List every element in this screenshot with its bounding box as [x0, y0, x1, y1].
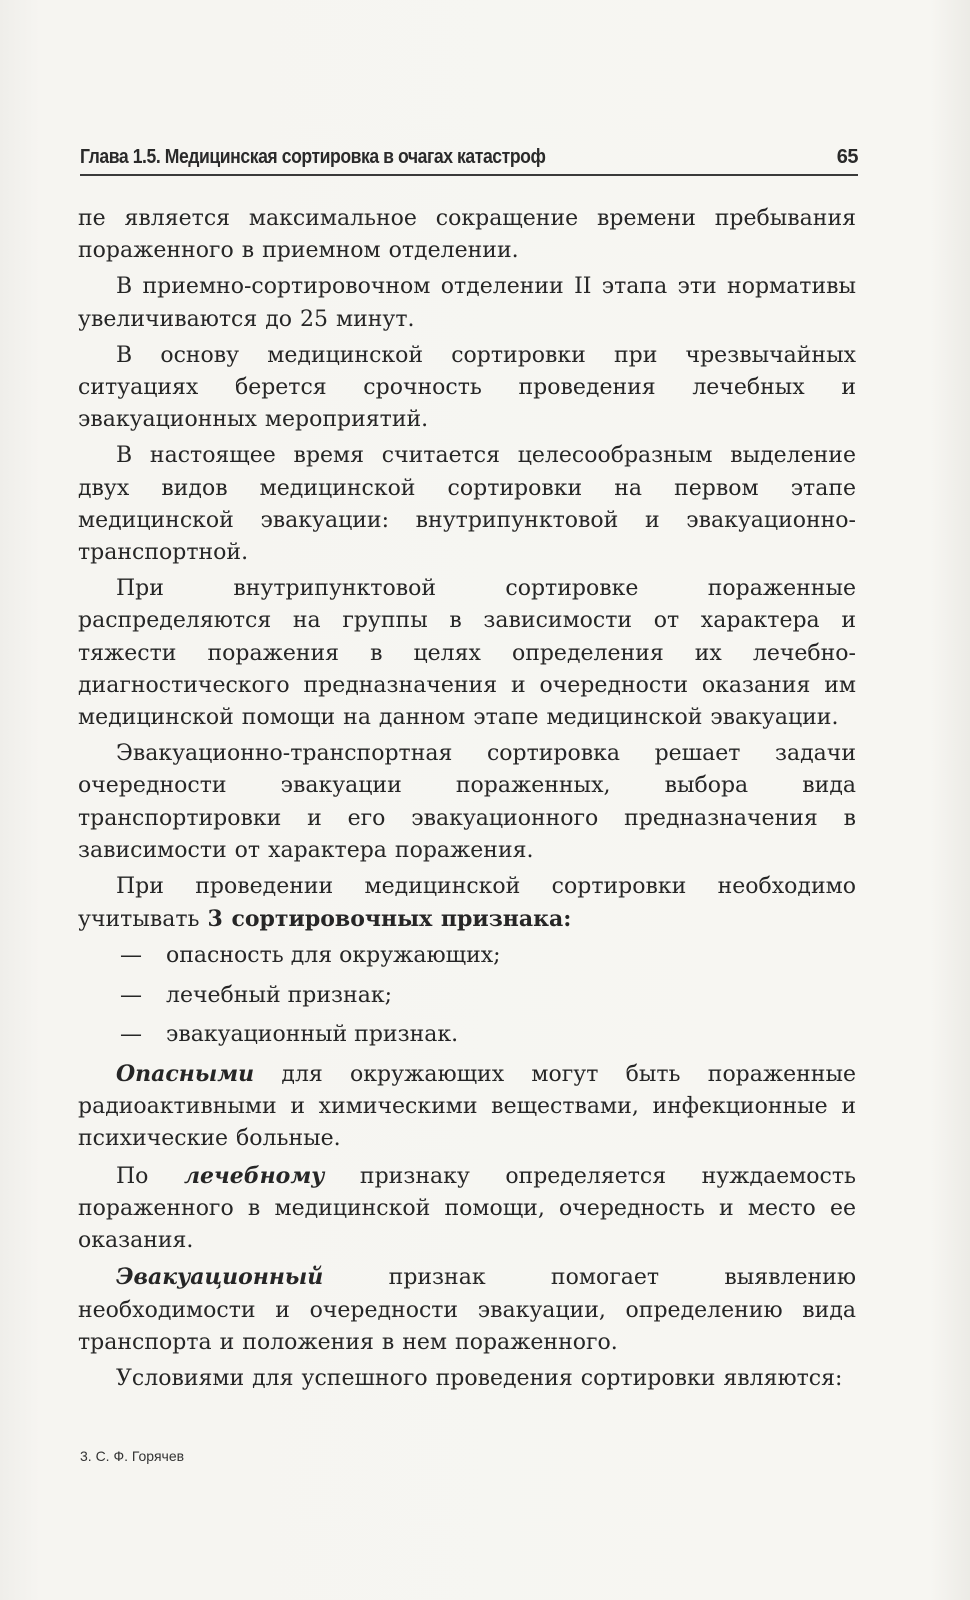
- definition-rest: признаку определяется нуждаемость пораженного в медицинской помощи, очередность и место ее оказания.: [78, 1163, 856, 1254]
- definition-paragraph: [78, 1058, 856, 1156]
- paragraph: В приемно-сортировочном отделении II этапа эти нормативы увеличиваются до 25 минут.: [78, 274, 856, 332]
- definition-paragraph: [78, 1261, 856, 1359]
- list-item-text: опасность для окружающих;: [166, 943, 501, 969]
- definition-rest: для окружающих могут быть пораженные радиоактивными и химическими веществами, инфекционные и психические больные.: [78, 1062, 856, 1152]
- criteria-list: [78, 940, 856, 1051]
- paragraph: В основу медицинской сортировки при чрезвычайных ситуациях берется срочность проведения лечебных и эвакуационных мероприятий.: [78, 342, 856, 433]
- list-dash: —: [120, 982, 142, 1008]
- chapter-title: Глава 1.5. Медицинская сортировка в очагах катастроф: [80, 146, 546, 168]
- list-item: [78, 1019, 856, 1051]
- list-item-text: эвакуационный признак.: [166, 1021, 459, 1047]
- list-item-text: лечебный признак;: [166, 982, 392, 1008]
- paragraph: В настоящее время считается целесообразным выделение двух видов медицинской сортировки на первом этапе медицинской эвакуации: внутрипунктовой и эвакуационно-транспортной.: [78, 443, 856, 566]
- definition-paragraph: [78, 1160, 856, 1258]
- definition-term: лечебному: [183, 1162, 325, 1189]
- footer-signature: 3. С. Ф. Горячев: [80, 1448, 185, 1464]
- definition-term: Эвакуационный: [116, 1264, 324, 1291]
- page-number: 65: [836, 146, 858, 168]
- definition-term: Опасными: [116, 1061, 255, 1088]
- list-item: [78, 980, 856, 1012]
- criteria-intro-bold: 3 сортировочных признака:: [207, 906, 572, 933]
- definition-rest: признак помогает выявлению необходимости и очередности эвакуации, определению вида транспорта и положения в нем пораженного.: [78, 1265, 856, 1355]
- list-dash: —: [120, 943, 142, 969]
- paragraph: Эвакуационно-транспортная сортировка решает задачи очередности эвакуации пораженных, выбора вида транспортировки и его эвакуационного предназначения в зависимости от характера поражения.: [78, 741, 856, 863]
- definition-lead: По: [116, 1163, 184, 1189]
- paragraph-continuation: пе является максимальное сокращение времени пребывания пораженного в приемном отделении.: [78, 206, 856, 264]
- criteria-intro-text: При проведении медицинской сортировки необходимо учитывать: [78, 874, 856, 933]
- main-text: [78, 203, 856, 1399]
- list-item: [78, 940, 856, 972]
- criteria-intro: [78, 871, 856, 936]
- closing-paragraph: Условиями для успешного проведения сортировки являются:: [116, 1365, 843, 1391]
- running-header: [80, 140, 858, 176]
- list-dash: —: [120, 1021, 142, 1047]
- paragraph: При внутрипунктовой сортировке пораженные распределяются на группы в зависимости от характера и тяжести поражения в целях определения их лечебно-диагностического предназначения и очередности оказания им медицинской помощи на данном этапе медицинской эвакуации.: [78, 576, 856, 731]
